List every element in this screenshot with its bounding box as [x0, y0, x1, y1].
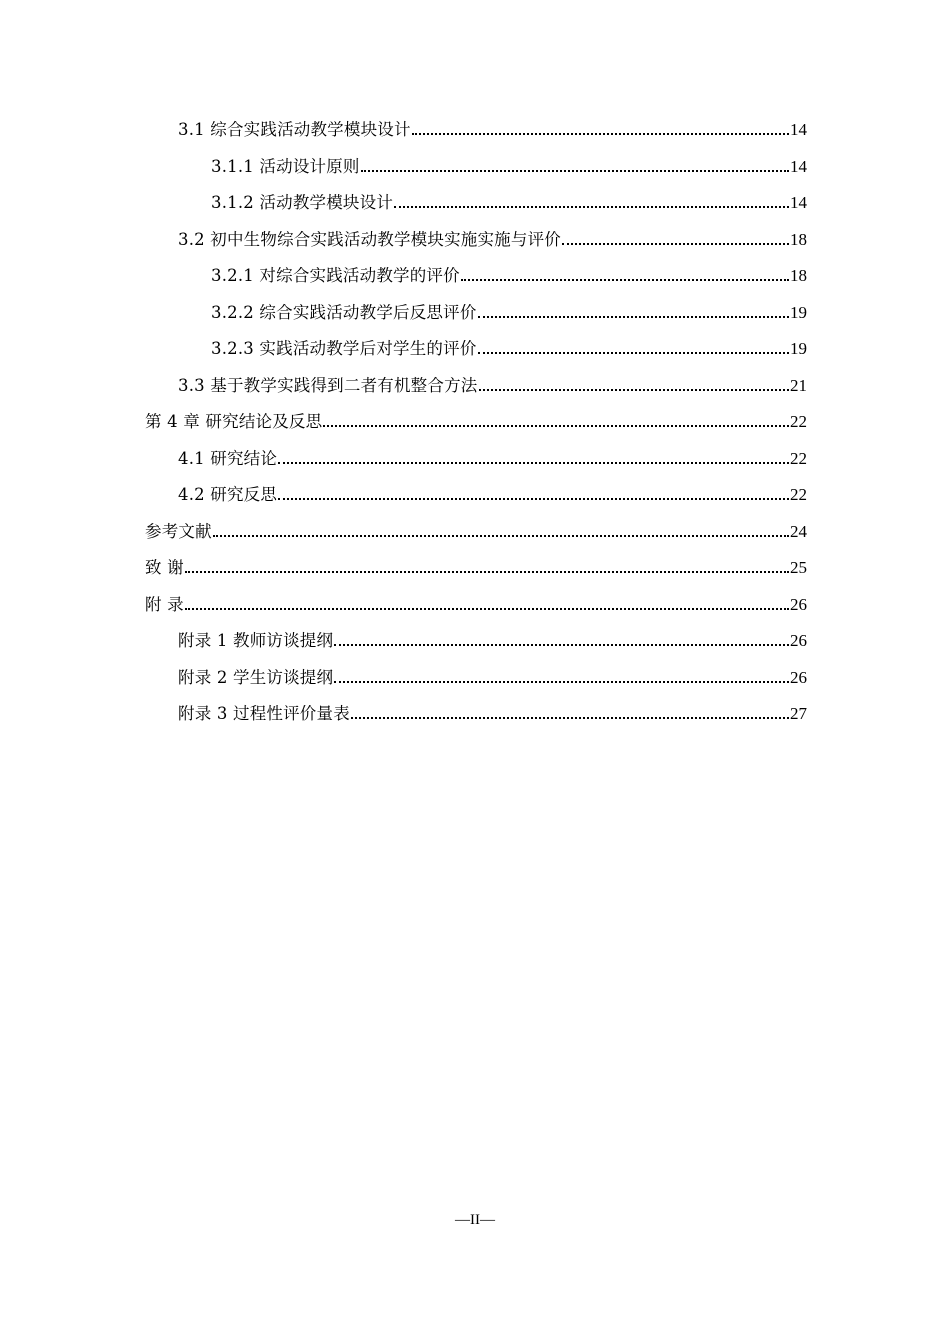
- toc-entry-page-number: 27: [790, 704, 807, 723]
- dot-leader: [278, 462, 789, 464]
- toc-entry[interactable]: [145, 295, 807, 332]
- toc-entry[interactable]: [145, 477, 807, 514]
- toc-entry-title: 3.2.2 综合实践活动教学后反思评价: [211, 302, 477, 322]
- dot-leader: [213, 535, 789, 537]
- toc-entry-page-number: 19: [790, 339, 807, 358]
- toc-entry-page-number: 26: [790, 594, 807, 614]
- table-of-contents: [145, 112, 807, 733]
- toc-entry-page-number: 26: [790, 631, 807, 650]
- dot-leader: [185, 608, 789, 610]
- toc-entry-title: 3.2.3 实践活动教学后对学生的评价: [211, 339, 477, 358]
- toc-entry-page-number: 22: [790, 485, 807, 504]
- dot-leader: [185, 571, 789, 573]
- toc-entry-title: 附 录: [145, 594, 184, 614]
- toc-entry-title: 附录 1 教师访谈提纲: [178, 631, 334, 650]
- dot-leader: [323, 425, 789, 427]
- dot-leader: [478, 352, 789, 354]
- dot-leader: [562, 243, 789, 245]
- dot-leader: [278, 498, 789, 500]
- toc-entry-title: 3.2 初中生物综合实践活动教学模块实施实施与评价: [178, 229, 561, 249]
- toc-entry-page-number: 14: [790, 193, 807, 212]
- toc-entry-page-number: 14: [790, 120, 807, 139]
- dot-leader: [334, 681, 789, 683]
- toc-entry-page-number: 25: [790, 558, 807, 577]
- toc-entry[interactable]: [145, 441, 807, 478]
- toc-entry-page-number: 19: [790, 302, 807, 322]
- toc-entry[interactable]: [145, 514, 807, 551]
- toc-entry[interactable]: [145, 404, 807, 441]
- dot-leader: [394, 206, 789, 208]
- dot-leader: [351, 717, 789, 719]
- toc-entry-title: 3.1 综合实践活动教学模块设计: [178, 120, 411, 139]
- toc-entry-page-number: 24: [790, 521, 807, 541]
- toc-entry[interactable]: [145, 696, 807, 733]
- toc-entry[interactable]: [145, 660, 807, 697]
- toc-entry[interactable]: [145, 222, 807, 259]
- toc-entry-page-number: 22: [790, 448, 807, 468]
- toc-entry-title: 3.2.1 对综合实践活动教学的评价: [211, 266, 460, 285]
- toc-entry-title: 3.1.1 活动设计原则: [211, 156, 360, 176]
- toc-entry[interactable]: [145, 258, 807, 295]
- toc-entry[interactable]: [145, 331, 807, 368]
- toc-entry[interactable]: [145, 185, 807, 222]
- toc-entry-page-number: 21: [790, 375, 807, 395]
- toc-entry-page-number: 22: [790, 412, 807, 431]
- dot-leader: [334, 644, 789, 646]
- toc-entry-title: 参考文献: [145, 521, 212, 541]
- toc-entry[interactable]: [145, 550, 807, 587]
- toc-entry[interactable]: [145, 149, 807, 186]
- toc-entry-page-number: 18: [790, 229, 807, 249]
- toc-entry-title: 附录 2 学生访谈提纲: [178, 667, 334, 687]
- toc-entry[interactable]: [145, 112, 807, 149]
- toc-entry[interactable]: [145, 623, 807, 660]
- toc-entry-page-number: 26: [790, 667, 807, 687]
- dot-leader: [479, 389, 790, 391]
- dot-leader: [478, 316, 789, 318]
- page-footer-number: —II—: [455, 1212, 495, 1228]
- toc-entry[interactable]: [145, 587, 807, 624]
- toc-entry-title: 4.1 研究结论: [178, 448, 278, 468]
- toc-entry-title: 4.2 研究反思: [178, 485, 278, 504]
- toc-entry-title: 第 4 章 研究结论及反思: [145, 412, 323, 431]
- dot-leader: [412, 133, 789, 135]
- toc-entry-title: 3.1.2 活动教学模块设计: [211, 193, 394, 212]
- toc-entry-title: 致 谢: [145, 558, 184, 577]
- toc-entry-page-number: 14: [790, 156, 807, 176]
- toc-entry-page-number: 18: [790, 266, 807, 285]
- toc-entry-title: 3.3 基于教学实践得到二者有机整合方法: [178, 375, 478, 395]
- toc-entry[interactable]: [145, 368, 807, 405]
- dot-leader: [461, 279, 789, 281]
- dot-leader: [361, 170, 789, 172]
- toc-entry-title: 附录 3 过程性评价量表: [178, 704, 350, 723]
